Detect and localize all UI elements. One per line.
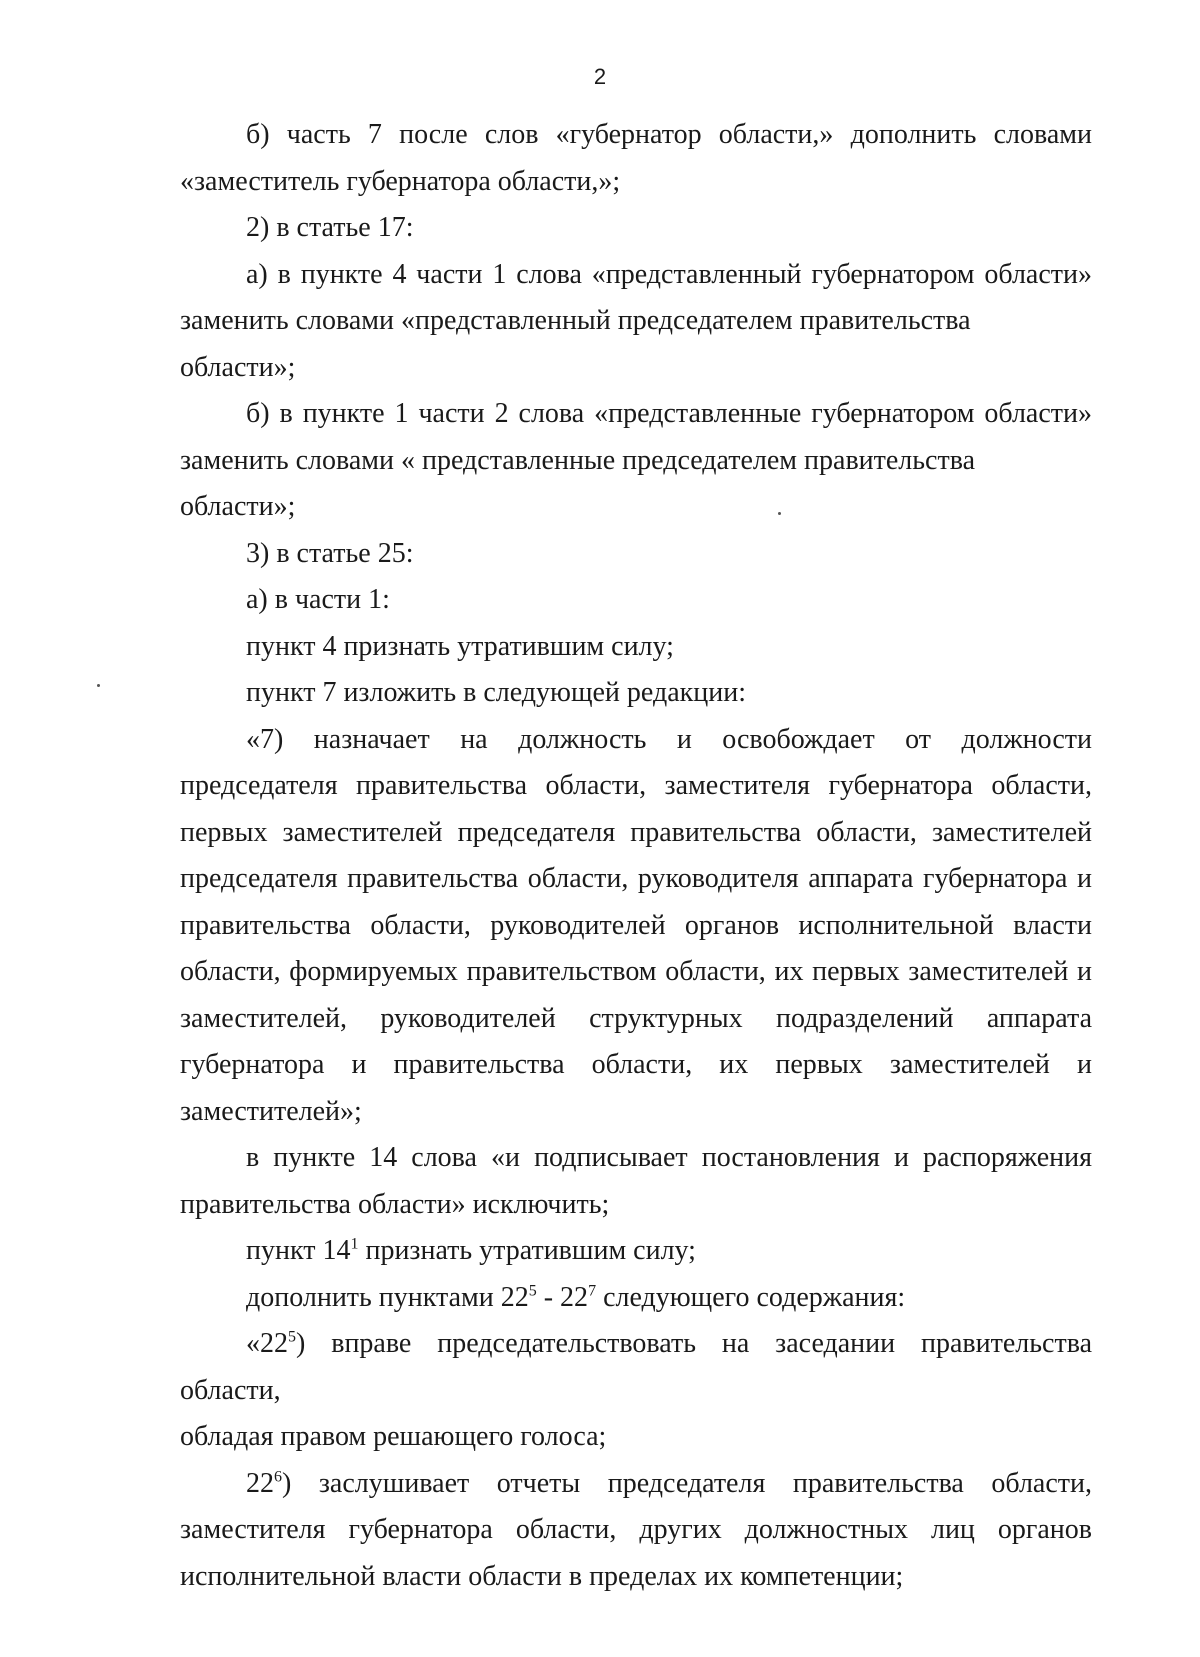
- paragraph-12-superscript-2: 7: [588, 1282, 597, 1300]
- page-number: 2: [593, 64, 607, 89]
- paragraph-12-text: дополнить пунктами 22: [246, 1281, 529, 1313]
- paragraph-11-text-end: признать утратившим силу;: [358, 1235, 696, 1266]
- paragraph-1-line-1: б) часть 7 после слов «губернатор области,» дополнить словами: [246, 119, 1092, 150]
- paragraph-12: [180, 1275, 1092, 1322]
- paragraph-9-body: «7) назначает на должность и освобождает от должности председателя правительства области, заместителя губернатора области, первых заместителей председателя правительства области, заместителей председателя правительства области, руководителя аппарата губернатора и правительства области, руководителей органов исполнительной власти области, формируемых правительством области, их первых заместителей и заместителей, руководителей структурных подразделений аппарата губернатора и правительства области, их первых заместителей и: [180, 723, 1092, 1080]
- paragraph-13-body: ) вправе председательствовать на заседании правительства области,: [180, 1328, 1092, 1406]
- paragraph-3-line-2: заменить словами «представленный председателем правительства области»;: [180, 305, 971, 383]
- paragraph-1-line-2: «заместитель губернатора области,»;: [180, 165, 621, 197]
- paragraph-10-last-line: правительства области» исключить;: [180, 1188, 610, 1220]
- paragraph-7: пункт 4 признать утратившим силу;: [246, 630, 674, 662]
- paragraph-3-line-1: а) в пункте 4 части 1 слова «представленный губернатором области»: [246, 258, 1092, 290]
- document-body: [180, 112, 1092, 1600]
- paragraph-13-last-line: обладая правом решающего голоса;: [180, 1421, 607, 1452]
- scan-speck: [778, 512, 781, 515]
- paragraph-4-line-1: б) в пункте 1 части 2 слова «представленные губернатором области»: [246, 398, 1092, 429]
- paragraph-4: [180, 391, 1092, 531]
- paragraph-10: [180, 1135, 1092, 1228]
- paragraph-11: [180, 1228, 1092, 1275]
- paragraph-11-superscript: 1: [350, 1235, 359, 1253]
- paragraph-12-superscript-1: 5: [528, 1282, 537, 1300]
- paragraph-14-body: ) заслушивает отчеты председателя правительства области, заместителя губернатора области, других должностных лиц органов: [180, 1467, 1092, 1545]
- paragraph-5: 3) в статье 25:: [246, 537, 414, 569]
- paragraph-12-text-mid: - 22: [536, 1281, 589, 1313]
- paragraph-1: [180, 112, 1092, 205]
- paragraph-13-label: «22: [246, 1328, 288, 1359]
- paragraph-4-line-2: заменить словами « представленные председателем правительства области»;: [180, 444, 975, 522]
- paragraph-14-last-line: исполнительной власти области в пределах их компетенции;: [180, 1560, 904, 1592]
- paragraph-13: [180, 1321, 1092, 1461]
- paragraph-3: [180, 252, 1092, 392]
- paragraph-2: 2) в статье 17:: [246, 212, 414, 243]
- paragraph-9: [180, 717, 1092, 1136]
- paragraph-6: а) в части 1:: [246, 584, 390, 615]
- paragraph-11-text: пункт 14: [246, 1235, 351, 1266]
- paragraph-9-last-line: заместителей»;: [180, 1095, 362, 1127]
- paragraph-12-text-end: следующего содержания:: [596, 1281, 906, 1313]
- paragraph-14-superscript: 6: [274, 1468, 282, 1486]
- scan-speck: [97, 684, 100, 687]
- paragraph-14: [180, 1461, 1092, 1601]
- paragraph-14-label: 22: [246, 1467, 274, 1499]
- paragraph-8: пункт 7 изложить в следующей редакции:: [246, 677, 746, 708]
- paragraph-10-body: в пункте 14 слова «и подписывает постановления и распоряжения: [246, 1142, 1092, 1173]
- paragraph-13-superscript: 5: [288, 1328, 296, 1346]
